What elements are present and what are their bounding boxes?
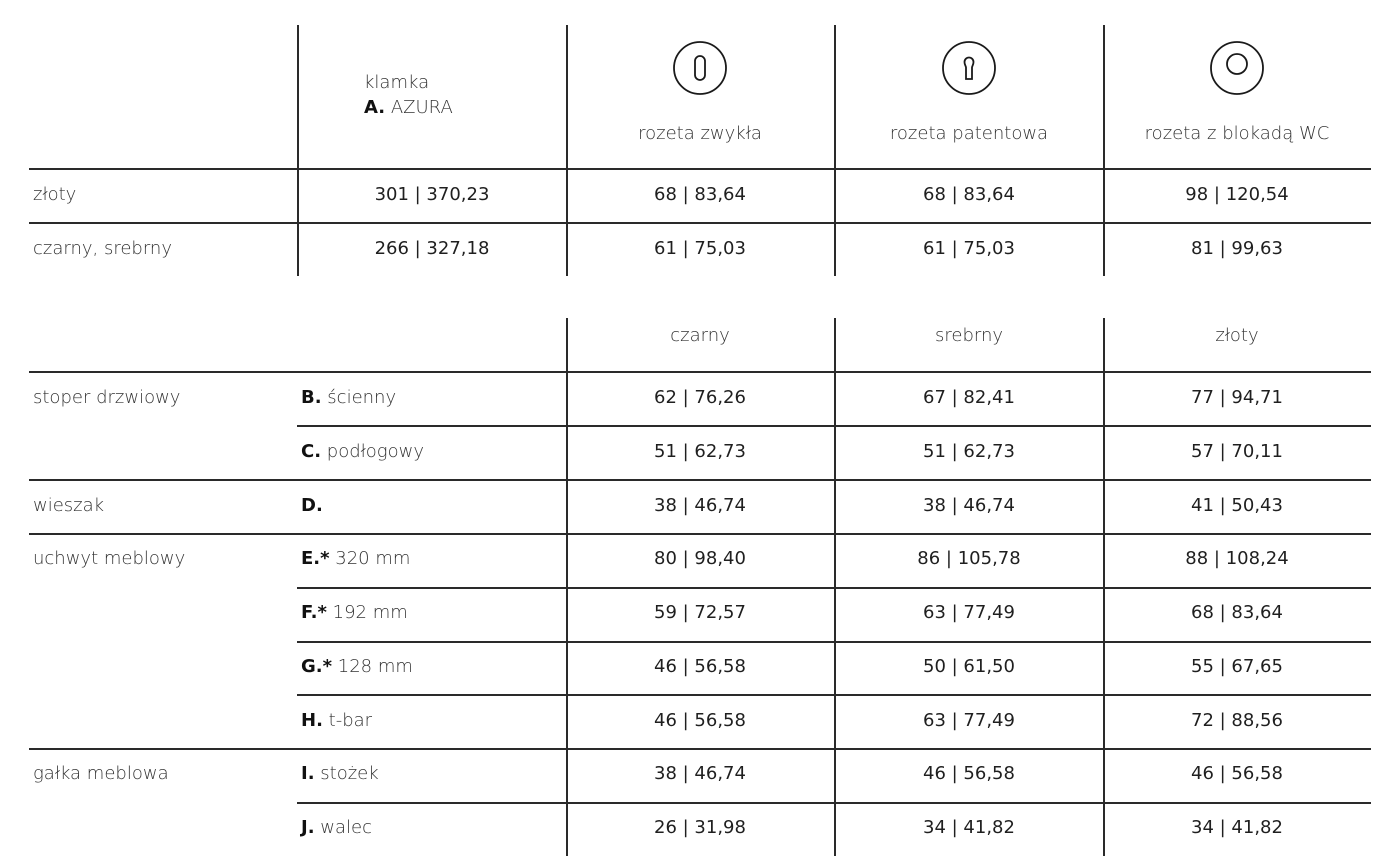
price-cell: 50 | 61,50 xyxy=(923,656,1015,677)
item-name: ścienny xyxy=(327,387,397,408)
table1-divider-1 xyxy=(297,25,299,276)
row-rule xyxy=(297,641,1371,643)
price-cell: 34 | 41,82 xyxy=(1191,817,1283,838)
row-rule xyxy=(297,425,1371,427)
price-cell: 63 | 77,49 xyxy=(923,602,1015,623)
price-cell: 46 | 56,58 xyxy=(923,763,1015,784)
group-label-furniture-handle: uchwyt meblowy xyxy=(33,548,186,569)
item-label xyxy=(301,440,424,464)
column-header-black: czarny xyxy=(670,325,730,346)
table1-divider-2 xyxy=(566,25,568,276)
price-cell: 38 | 46,74 xyxy=(654,495,746,516)
product-type-label: klamka xyxy=(364,72,430,93)
item-name: t-bar xyxy=(328,710,373,731)
row-rule xyxy=(297,587,1371,589)
price-cell: 72 | 88,56 xyxy=(1191,710,1283,731)
item-name: 128 mm xyxy=(337,656,413,677)
column-header-gold: złoty xyxy=(1215,325,1259,346)
price-cell: 51 | 62,73 xyxy=(654,441,746,462)
price-cell: 266 | 327,18 xyxy=(374,238,490,259)
price-cell: 61 | 75,03 xyxy=(654,238,746,259)
price-cell: 46 | 56,58 xyxy=(1191,763,1283,784)
row-label-black-silver: czarny, srebrny xyxy=(33,238,172,259)
price-cell: 301 | 370,23 xyxy=(374,184,490,205)
price-cell: 62 | 76,26 xyxy=(654,387,746,408)
price-cell: 41 | 50,43 xyxy=(1191,495,1283,516)
table1-divider-3 xyxy=(834,25,836,276)
circle-rosette-icon xyxy=(1209,40,1265,100)
column-header-standard-rosette: rozeta zwykła xyxy=(638,123,762,144)
table2-header-rule xyxy=(29,371,1371,373)
table1-header-rule xyxy=(29,168,1371,170)
price-cell: 26 | 31,98 xyxy=(654,817,746,838)
price-cell: 57 | 70,11 xyxy=(1191,441,1283,462)
group-rule xyxy=(29,748,1371,750)
group-label-door-stopper: stoper drzwiowy xyxy=(33,387,181,408)
item-label xyxy=(301,762,379,786)
price-cell: 98 | 120,54 xyxy=(1185,184,1289,205)
price-cell: 34 | 41,82 xyxy=(923,817,1015,838)
item-code: B. xyxy=(301,387,322,408)
price-cell: 46 | 56,58 xyxy=(654,710,746,731)
row-rule xyxy=(297,802,1371,804)
product-name xyxy=(364,96,453,120)
price-cell: 55 | 67,65 xyxy=(1191,656,1283,677)
price-cell: 68 | 83,64 xyxy=(1191,602,1283,623)
item-name: podłogowy xyxy=(326,441,424,462)
item-name: 192 mm xyxy=(332,602,408,623)
table1-divider-4 xyxy=(1103,25,1105,276)
price-cell: 38 | 46,74 xyxy=(923,495,1015,516)
item-code: F.* xyxy=(301,602,327,623)
price-cell: 51 | 62,73 xyxy=(923,441,1015,462)
price-cell: 88 | 108,24 xyxy=(1185,548,1289,569)
item-label xyxy=(301,816,372,840)
price-cell: 80 | 98,40 xyxy=(654,548,746,569)
item-label xyxy=(301,655,413,679)
item-label xyxy=(301,386,396,410)
price-cell: 59 | 72,57 xyxy=(654,602,746,623)
group-label-furniture-knob: gałka meblowa xyxy=(33,763,169,784)
price-cell: 63 | 77,49 xyxy=(923,710,1015,731)
item-code: E.* xyxy=(301,548,330,569)
price-cell: 38 | 46,74 xyxy=(654,763,746,784)
item-label xyxy=(301,601,408,625)
price-cell: 68 | 83,64 xyxy=(654,184,746,205)
price-cell: 81 | 99,63 xyxy=(1191,238,1283,259)
column-header-silver: srebrny xyxy=(934,325,1004,346)
price-cell: 86 | 105,78 xyxy=(917,548,1021,569)
product-code: A. xyxy=(364,97,386,118)
item-code: D. xyxy=(301,495,323,516)
item-code: C. xyxy=(301,441,322,462)
row-rule xyxy=(297,694,1371,696)
table1-row-rule xyxy=(29,222,1371,224)
item-name: walec xyxy=(320,817,373,838)
item-name: stożek xyxy=(320,763,379,784)
price-cell: 61 | 75,03 xyxy=(923,238,1015,259)
item-code: G.* xyxy=(301,656,333,677)
price-cell: 67 | 82,41 xyxy=(923,387,1015,408)
price-cell: 68 | 83,64 xyxy=(923,184,1015,205)
group-rule xyxy=(29,533,1371,535)
item-label xyxy=(301,547,410,571)
product-name-text: AZURA xyxy=(390,97,453,118)
price-cell: 46 | 56,58 xyxy=(654,656,746,677)
item-code: H. xyxy=(301,710,323,731)
keyhole-rosette-icon xyxy=(941,40,997,100)
item-name: 320 mm xyxy=(335,548,411,569)
item-code: I. xyxy=(301,763,315,784)
price-cell: 77 | 94,71 xyxy=(1191,387,1283,408)
row-label-gold: złoty xyxy=(33,184,77,205)
column-header-wc-rosette: rozeta z blokadą WC xyxy=(1144,123,1330,144)
oval-slot-rosette-icon xyxy=(672,40,728,100)
item-label xyxy=(301,709,372,733)
group-label-hanger: wieszak xyxy=(33,495,105,516)
group-rule xyxy=(29,479,1371,481)
item-label xyxy=(301,494,323,518)
item-code: J. xyxy=(301,817,315,838)
column-header-patent-rosette: rozeta patentowa xyxy=(889,123,1049,144)
